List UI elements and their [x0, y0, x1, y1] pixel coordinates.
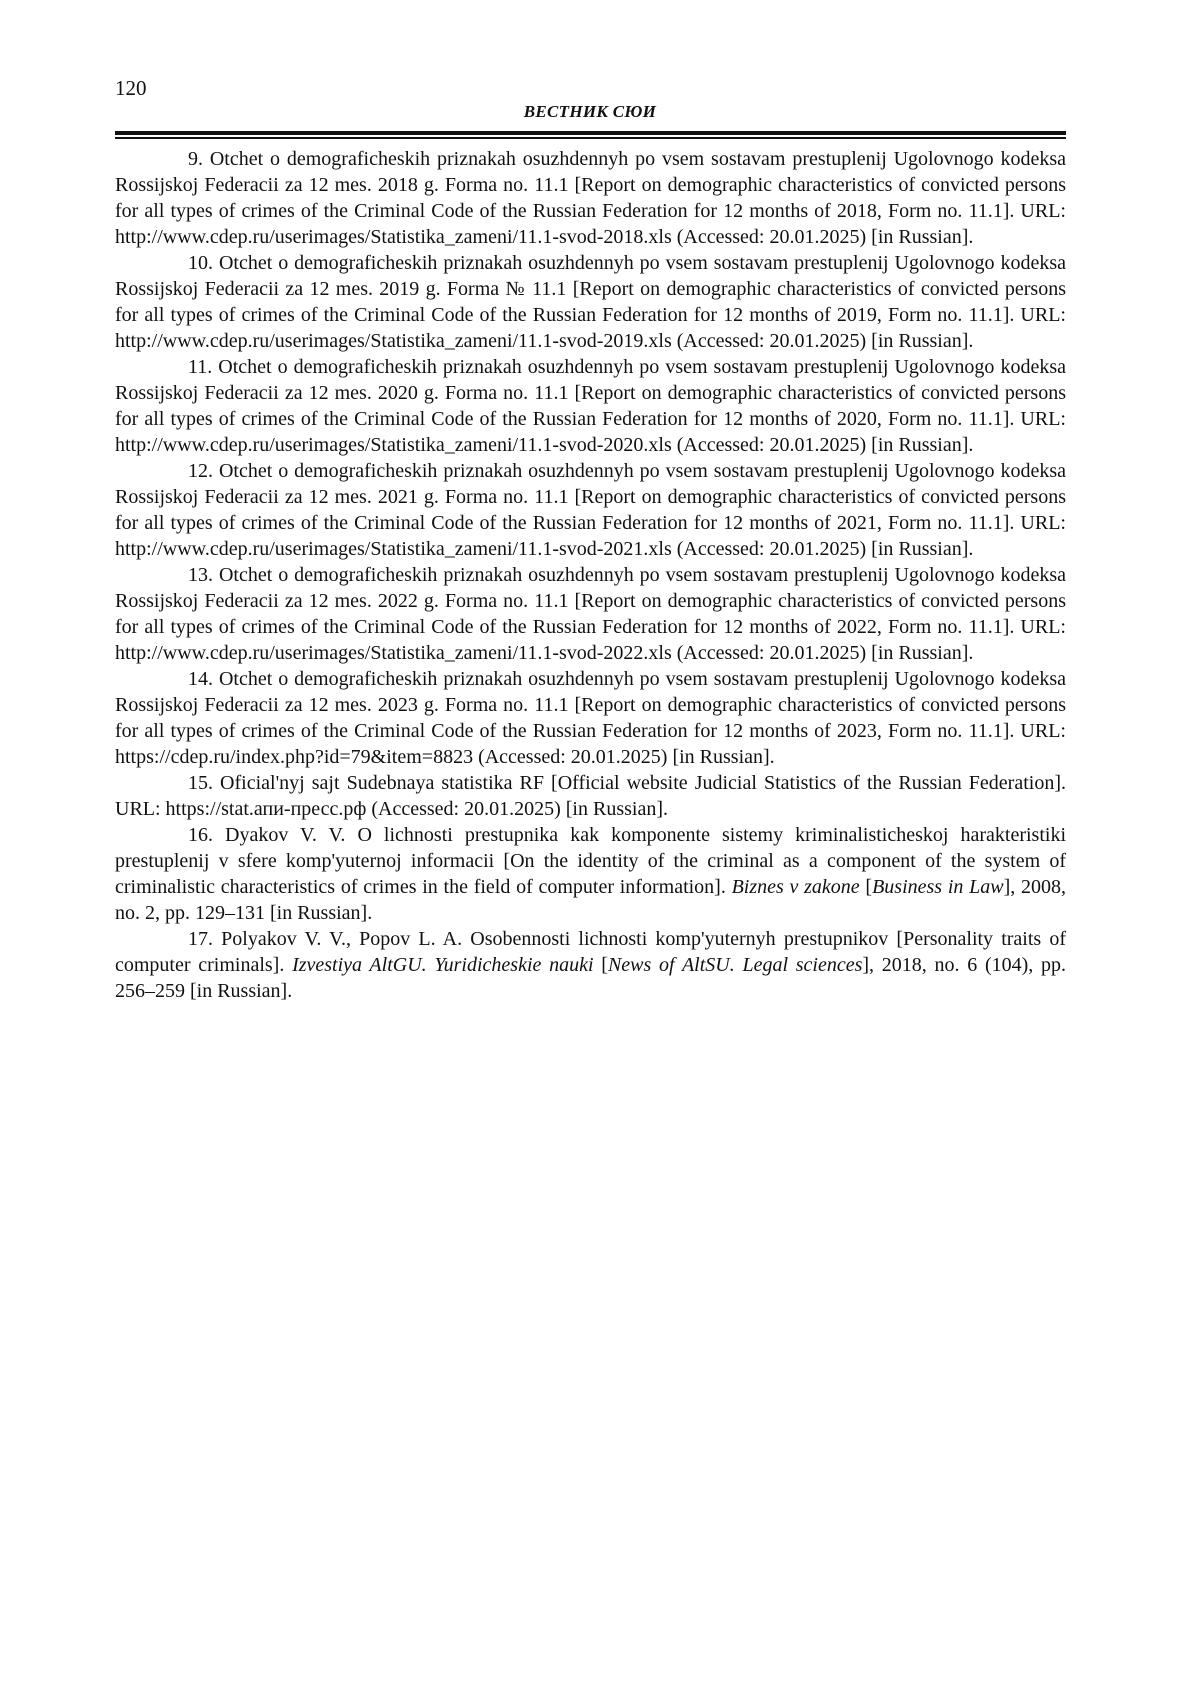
reference-item-9	[115, 146, 1066, 250]
reference-text: 10. Otchet o demograficheskih priznakah osuzhdennyh po vsem sostavam prestuplenij Ugolovnogo kodeksa Rossijskoj Federacii za 12 mes. 2019 g. Forma № 11.1 [Report on demographic characteristics of convicted persons for all types of crimes of the Criminal Code of the Russian Federation for 12 months of 2019, Form no. 11.1]. URL: http://www.cdep.ru/userimages/Statistika_zameni/11.1-svod-2019.xls (Accessed: 20.01.2025) [in Russian].	[115, 252, 1066, 352]
reference-text: 12. Otchet o demograficheskih priznakah osuzhdennyh po vsem sostavam prestuplenij Ugolovnogo kodeksa Rossijskoj Federacii za 12 mes. 2021 g. Forma no. 11.1 [Report on demographic characteristics of convicted persons for all types of crimes of the Criminal Code of the Russian Federation for 12 months of 2021, Form no. 11.1]. URL: http://www.cdep.ru/userimages/Statistika_zameni/11.1-svod-2021.xls (Accessed: 20.01.2025) [in Russian].	[115, 460, 1066, 560]
reference-item-10	[115, 250, 1066, 354]
reference-item-17	[115, 926, 1066, 1004]
reference-text: 13. Otchet o demograficheskih priznakah osuzhdennyh po vsem sostavam prestuplenij Ugolovnogo kodeksa Rossijskoj Federacii za 12 mes. 2022 g. Forma no. 11.1 [Report on demographic characteristics of convicted persons for all types of crimes of the Criminal Code of the Russian Federation for 12 months of 2022, Form no. 11.1]. URL: http://www.cdep.ru/userimages/Statistika_zameni/11.1-svod-2022.xls (Accessed: 20.01.2025) [in Russian].	[115, 564, 1066, 664]
reference-text: 14. Otchet o demograficheskih priznakah osuzhdennyh po vsem sostavam prestuplenij Ugolovnogo kodeksa Rossijskoj Federacii za 12 mes. 2023 g. Forma no. 11.1 [Report on demographic characteristics of convicted persons for all types of crimes of the Criminal Code of the Russian Federation for 12 months of 2023, Form no. 11.1]. URL: https://cdep.ru/index.php?id=79&item=8823 (Accessed: 20.01.2025) [in Russian].	[115, 668, 1066, 768]
reference-text: ], 2018, no. 6 (104), pp. 256–259 [in Russian].	[115, 954, 1066, 1002]
reference-text: 9. Otchet o demograficheskih priznakah osuzhdennyh po vsem sostavam prestuplenij Ugolovnogo kodeksa Rossijskoj Federacii za 12 mes. 2018 g. Forma no. 11.1 [Report on demographic characteristics of convicted persons for all types of crimes of the Criminal Code of the Russian Federation for 12 months of 2018, Form no. 11.1]. URL: http://www.cdep.ru/userimages/Statistika_zameni/11.1-svod-2018.xls (Accessed: 20.01.2025) [in Russian].	[115, 148, 1066, 248]
reference-item-15	[115, 770, 1066, 822]
reference-item-14	[115, 666, 1066, 770]
header-rule	[115, 131, 1066, 139]
reference-text: ], 2008, no. 2, pp. 129–131 [in Russian].	[115, 876, 1066, 924]
header-rule-thin	[115, 137, 1066, 139]
reference-text: 15. Oficial'nyj sajt Sudebnaya statistika RF [Official website Judicial Statistics of the Russian Federation]. URL: https://stat.апи-пресс.рф (Accessed: 20.01.2025) [in Russian].	[115, 772, 1066, 820]
journal-name-translation-italic: Business in Law	[872, 876, 1004, 898]
reference-list	[115, 146, 1066, 1004]
page-number: 120	[115, 76, 147, 100]
reference-item-12	[115, 458, 1066, 562]
reference-text: 16. Dyakov V. V. O lichnosti prestupnika kak komponente sistemy kriminalisticheskoj harakteristiki prestuplenij v sfere komp'yuternoj informacii [On the identity of the criminal as a component of the system of criminalistic characteristics of crimes in the field of computer information].	[115, 824, 1066, 898]
reference-item-11	[115, 354, 1066, 458]
header-rule-thick	[115, 131, 1066, 135]
reference-item-16	[115, 822, 1066, 926]
reference-text: 11. Otchet o demograficheskih priznakah osuzhdennyh po vsem sostavam prestuplenij Ugolovnogo kodeksa Rossijskoj Federacii za 12 mes. 2020 g. Forma no. 11.1 [Report on demographic characteristics of convicted persons for all types of crimes of the Criminal Code of the Russian Federation for 12 months of 2020, Form no. 11.1]. URL: http://www.cdep.ru/userimages/Statistika_zameni/11.1-svod-2020.xls (Accessed: 20.01.2025) [in Russian].	[115, 356, 1066, 456]
journal-name-italic: Biznes v zakone	[731, 876, 860, 898]
reference-text: 17. Polyakov V. V., Popov L. A. Osobennosti lichnosti komp'yuternyh prestupnikov [Personality traits of computer criminals].	[115, 928, 1066, 976]
journal-name-translation-italic: News of AltSU. Legal sciences	[607, 954, 863, 976]
reference-text: [	[859, 876, 873, 898]
reference-item-13	[115, 562, 1066, 666]
journal-title: ВЕСТНИК СЮИ	[523, 102, 657, 121]
reference-text: [	[593, 954, 608, 976]
journal-name-italic: Izvestiya AltGU. Yuridicheskie nauki	[292, 954, 594, 976]
